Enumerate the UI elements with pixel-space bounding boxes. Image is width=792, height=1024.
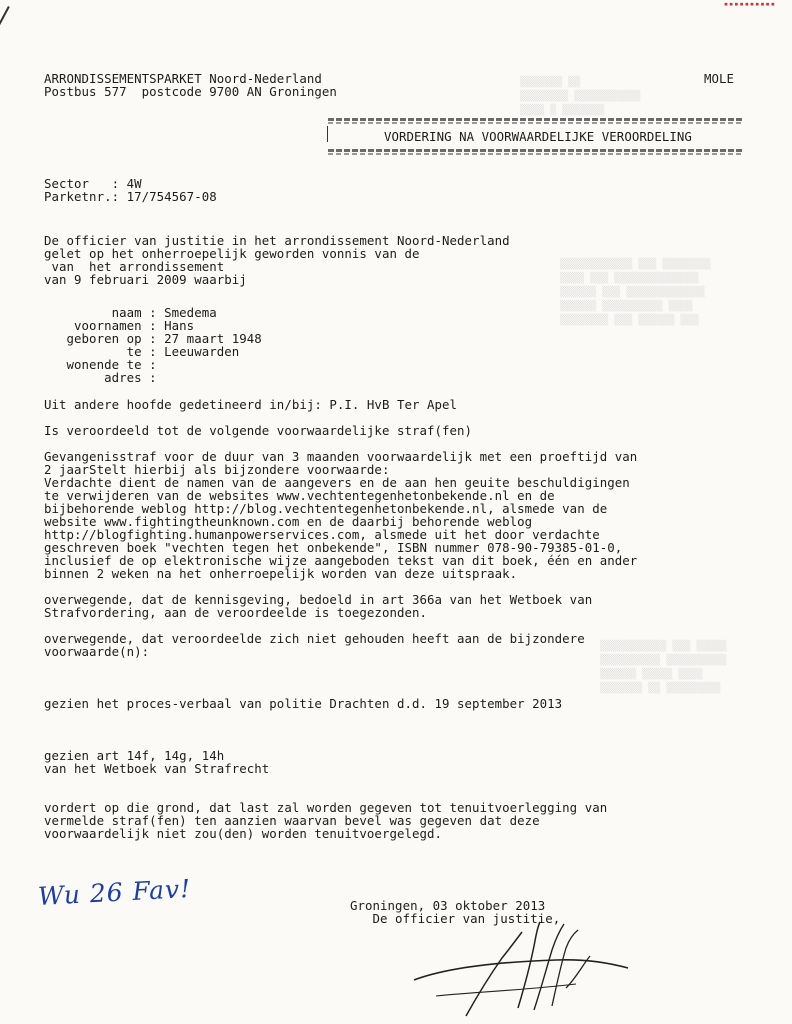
agency-header: ARRONDISSEMENTSPARKET Noord-Nederland Postbus 577 postcode 9700 AN Groningen: [44, 71, 337, 99]
document-body: Uit andere hoofde gedetineerd in/bij: P.I. HvB Ter Apel Is veroordeeld tot de volgende voorwaardelijke straf(fen) Gevangenisstraf voor de duur van 3 maanden voorwaardelijk met een proeftijd van 2 jaarStelt hierbij als bijzondere voorwaarde: Verdachte dient de namen van de aangevers en de aan hen geuite beschuldigingen te verwijderen van de websites www.vechtentegenhetonbekende.nl en de bijbehorende weblog http://blog.vechtentegenhetonbekende.nl, alsmede van de website www.fightingtheunknown.com en de daarbij behorende weblog http://blogfighting.humanpowerservices.com, alsmede uit het door verdachte geschreven boek "vechten tegen het onbekende", ISBN nummer 078-90-79385-01-0, inclusief de op elektronische wijze aangeboden tekst van dit boek, één en ander binnen 2 weken na het onherroepelijk worden van deze uitspraak. overwegende, dat de kennisgeving, bedoeld in art 366a van het Wetboek van Strafvordering, aan de veroordeelde is toegezonden. overwegende, dat veroordeelde zich niet gehouden heeft aan de bijzondere voorwaarde(n): gezien het proces-verbaal van politie Drachten d.d. 19 september 2013 gezien art 14f, 14g, 14h van het Wetboek van Strafrecht vordert op die grond, dat last zal worden gegeven tot tenuitvoerlegging van vermelde straf(fen) ten aanzien waarvan bevel was gegeven dat deze voorwaardelijk niet zou(den) worden tenuitvoergelegd.: [44, 397, 638, 841]
title-rule-bottom: [328, 149, 744, 152]
document-page: ▒▒▒▒▒▒▒ ▒▒ ▒▒▒▒▒▒▒▒ ▒▒▒▒▒▒▒▒▒▒▒ ▒▒▒▒ ▒ ▒▒▒▒▒▒▒ ▒▒▒▒▒▒▒▒▒▒▒▒ ▒▒▒ ▒▒▒▒▒▒▒▒ ▒▒▒▒ ▒▒▒ ▒▒▒▒▒▒▒▒▒▒▒▒▒▒ ▒▒▒▒▒▒ ▒▒▒ ▒▒▒▒▒▒▒▒▒▒▒▒▒ ▒▒▒▒▒▒ ▒▒▒▒▒▒▒▒▒▒ ▒▒▒▒ ▒▒▒▒▒▒▒▒ ▒▒▒ ▒▒▒▒▒▒ ▒▒▒ ▒▒▒▒▒▒▒▒▒▒▒ ▒▒▒ ▒▒▒▒▒ ▒▒▒▒▒▒▒▒▒▒ ▒▒▒▒▒▒▒▒▒▒ ▒▒▒▒▒▒ ▒▒▒▒▒ ▒▒▒▒ ▒▒▒▒▒▒▒ ▒▒ ▒▒▒▒▒▒▒▒▒ ▪▪▪▪▪▪▪▪▪▪ ARRONDISSEMENTSPARKET Noord-Nederland Postbus 577 postcode 9700 AN Groningen MOLE VORDERING NA VOORWAARDELIJKE VEROORDELING Sector : 4W Parketnr.: 17/754567-08 De officier van justitie in het arrondissement Noord-Nederland gelet op het onherroepelijk geworden vonnis van de van het arrondissement van 9 februari 2009 waarbij naam : Smedema voornamen : Hans geboren op : 27 maart 1948 te : Leeuwarden wonende te : adres : Uit andere hoofde gedetineerd in/bij: P.I. HvB Ter Apel Is veroordeeld tot de volgende voorwaardelijke straf(fen) Gevangenisstraf voor de duur van 3 maanden voorwaardelijk met een proeftijd van 2 jaarStelt hierbij als bijzondere voorwaarde: Verdachte dient de namen van de aangevers en de aan hen geuite beschuldigingen te verwijderen van de websites www.vechtentegenhetonbekende.nl en de bijbehorende weblog http://blog.vechtentegenhetonbekende.nl, alsmede van de website www.fightingtheunknown.com en de daarbij behorende weblog http://blogfighting.humanpowerservices.com, alsmede uit het door verdachte geschreven boek "vechten tegen het onbekende", ISBN nummer 078-90-79385-01-0, inclusief de op elektronische wijze aangeboden tekst van dit boek, één en ander binnen 2 weken na het onherroepelijk worden van deze uitspraak. overwegende, dat de kennisgeving, bedoeld in art 366a van het Wetboek van Strafvordering, aan de veroordeelde is toegezonden. overwegende, dat veroordeelde zich niet gehouden heeft aan de bijzondere voorwaarde(n): gezien het proces-verbaal van politie Drachten d.d. 19 september 2013 gezien art 14f, 14g, 14h van het Wetboek van Strafrecht vordert op die grond, dat last zal worden gegeven tot tenuitvoerlegging van vermelde straf(fen) ten aanzien waarvan bevel was gegeven dat deze voorwaardelijk niet zou(den) worden tenuitvoergelegd. Wu 26 Fav! Groningen, 03 oktober 2013 De officier van justitie,: [0, 0, 792, 1024]
title-rule-top: [328, 118, 744, 121]
sector-block: Sector : 4W Parketnr.: 17/754567-08: [44, 176, 217, 204]
bleed-through-background: ▒▒▒▒▒▒▒ ▒▒ ▒▒▒▒▒▒▒▒ ▒▒▒▒▒▒▒▒▒▒▒ ▒▒▒▒ ▒ ▒▒▒▒▒▒▒: [520, 77, 641, 116]
intro-paragraph: De officier van justitie in het arrondissement Noord-Nederland gelet op het onherroepelijk geworden vonnis van de van het arrondissement van 9 februari 2009 waarbij: [44, 233, 510, 287]
scan-edge-mark: ▪▪▪▪▪▪▪▪▪▪: [723, 0, 776, 8]
document-title: VORDERING NA VOORWAARDELIJKE VEROORDELING: [384, 129, 692, 144]
signature-block: Groningen, 03 oktober 2013 De officier van justitie,: [350, 898, 561, 926]
handwritten-note: Wu 26 Fav!: [37, 874, 192, 911]
title-bar: [327, 126, 328, 142]
signature-scribble: [406, 918, 636, 1024]
person-fields: naam : Smedema voornamen : Hans geboren op : 27 maart 1948 te : Leeuwarden wonende te : adres :: [44, 305, 262, 385]
mole-code: MOLE: [703, 71, 734, 86]
pen-stroke-mark: [0, 6, 10, 49]
